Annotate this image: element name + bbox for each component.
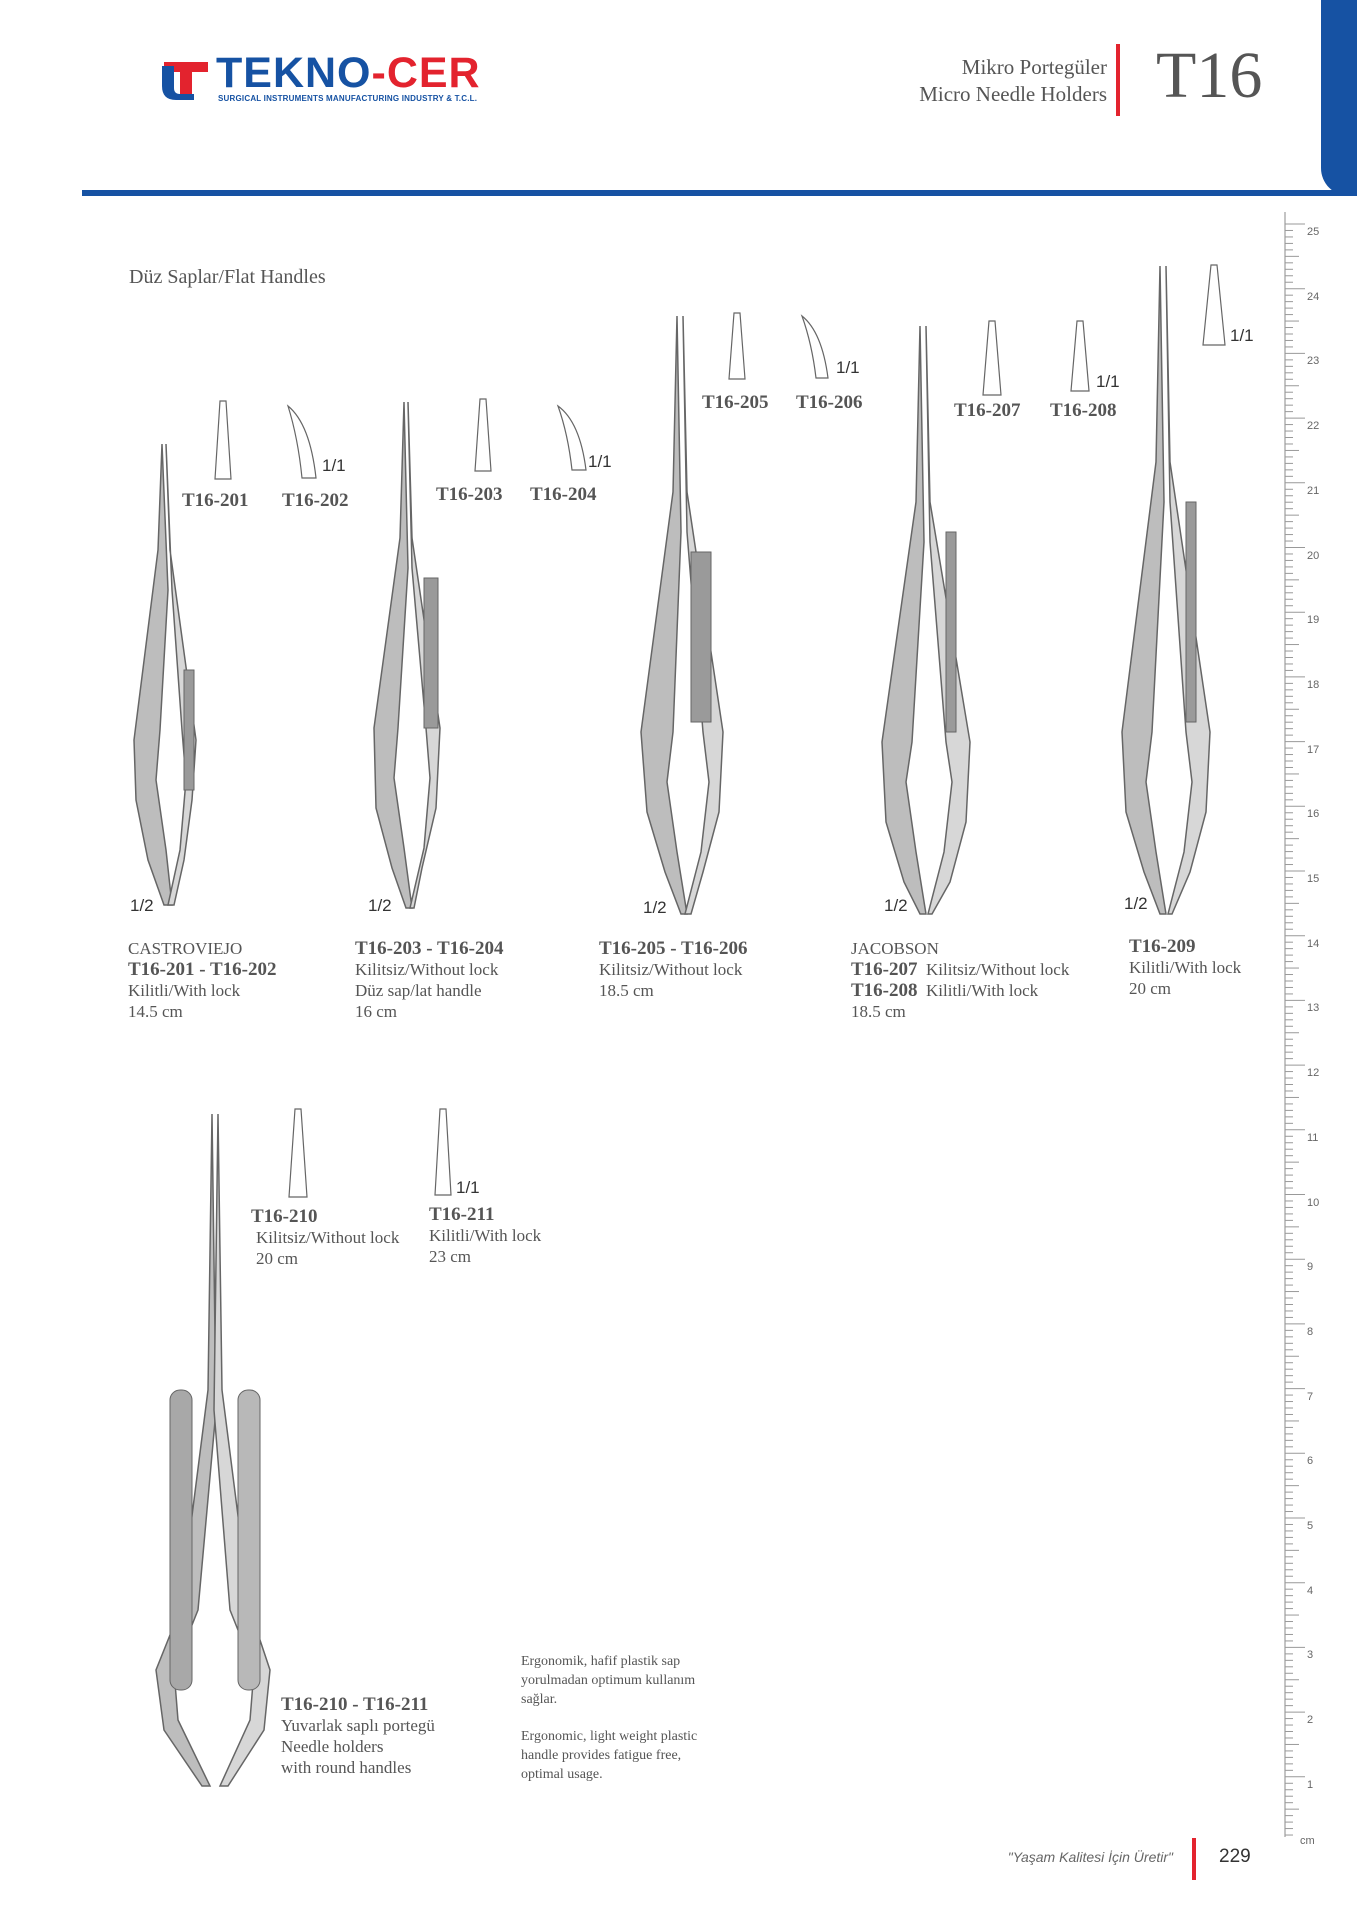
ruler-label: 7: [1307, 1390, 1314, 1403]
ruler-label: 6: [1307, 1455, 1314, 1468]
product-lock: Kilitsiz/Without lock: [599, 960, 743, 979]
needle-holder-t16-203-image: [360, 398, 460, 918]
product-lock: Kilitli/With lock: [128, 981, 241, 1000]
scale-full: 1/1: [836, 358, 860, 377]
product-code: T16-209: [1129, 936, 1196, 957]
scale-full: 1/1: [588, 452, 612, 471]
tip-straight-icon: [474, 398, 492, 472]
tip-curved-icon: [556, 404, 590, 472]
logo-subtitle: SURGICAL INSTRUMENTS MANUFACTURING INDUSTRY & T.C.L.: [218, 94, 478, 103]
scale-full: 1/1: [456, 1178, 480, 1197]
logo-wordmark: TEKNO-CER: [216, 49, 481, 97]
product-length: 18.5 cm: [599, 981, 654, 1000]
product-desc: with round handles: [281, 1758, 412, 1777]
product-lock: Kilitsiz/Without lock: [926, 960, 1070, 979]
scale-full: 1/1: [1230, 326, 1254, 345]
header-title-tr: Mikro Portegüler: [961, 55, 1107, 79]
tip-straight-icon: [288, 1108, 308, 1198]
tip-curved-icon: [800, 314, 832, 380]
ruler-unit: cm: [1300, 1835, 1315, 1847]
header-rule: [82, 190, 1357, 196]
product-code: T16-208: [851, 980, 918, 1001]
ruler-label: 4: [1307, 1584, 1314, 1597]
header-corner-accent: [1321, 0, 1357, 196]
scale-half: 1/2: [884, 896, 908, 915]
product-t16-211: [429, 1204, 541, 1267]
product-name: CASTROVIEJO: [128, 939, 243, 958]
tip-label: T16-203: [436, 484, 503, 505]
needle-holder-castroviejo-image: [120, 440, 220, 920]
footer-divider: [1192, 1838, 1196, 1880]
tip-straight-icon: [1070, 320, 1090, 392]
product-code: T16-211: [429, 1204, 495, 1225]
product-desc: Needle holders: [281, 1737, 384, 1756]
product-length: 20 cm: [1129, 979, 1172, 998]
ruler-label: 18: [1307, 678, 1320, 691]
product-name: JACOBSON: [851, 939, 939, 958]
product-round-handles: [281, 1694, 435, 1778]
tip-label: T16-202: [282, 490, 349, 511]
ergonomic-note: Ergonomik, hafif plastik sap yorulmadan optimum kullanım sağlar. Ergonomic, light weight plastic handle provides fatigue free, optimal usage.: [521, 1654, 698, 1782]
section-title: Düz Saplar/Flat Handles: [129, 266, 326, 288]
product-code: T16-210 - T16-211: [281, 1694, 429, 1715]
product-length: 14.5 cm: [128, 1002, 183, 1021]
tip-label: T16-204: [530, 484, 597, 505]
ruler-label: 13: [1307, 1002, 1320, 1015]
ruler-label: 3: [1307, 1649, 1314, 1662]
ruler-label: 19: [1307, 614, 1320, 627]
product-jacobson: [851, 938, 1069, 1022]
tekno-cer-logo-icon: [160, 58, 212, 102]
scale-full: 1/1: [1096, 372, 1120, 391]
product-t16-205: [599, 938, 747, 1001]
product-code: T16-207: [851, 959, 918, 980]
product-t16-209: [1129, 936, 1241, 999]
product-t16-203: [355, 938, 503, 1022]
scale-full: 1/1: [322, 456, 346, 475]
ruler-label: 9: [1307, 1261, 1314, 1274]
ruler-label: 10: [1307, 1196, 1320, 1209]
header-title: [919, 54, 1107, 108]
ruler-label: 12: [1307, 1067, 1320, 1080]
ruler-label: 15: [1307, 873, 1320, 885]
ruler-label: 24: [1307, 290, 1320, 303]
tip-straight-icon: [434, 1108, 452, 1196]
scale-half: 1/2: [643, 898, 667, 917]
tip-label: T16-201: [182, 490, 249, 511]
ruler-label: 2: [1307, 1714, 1314, 1727]
section-code: T16: [1156, 39, 1263, 112]
tip-label: T16-206: [796, 392, 863, 413]
tip-straight-icon: [1202, 264, 1226, 346]
tip-curved-icon: [286, 404, 320, 480]
product-code: T16-201 - T16-202: [128, 959, 277, 980]
scale-half: 1/2: [368, 896, 392, 915]
cm-ruler: [1283, 212, 1331, 1852]
tip-label: T16-207: [954, 400, 1021, 421]
header-title-en: Micro Needle Holders: [919, 82, 1107, 106]
product-length: 20 cm: [256, 1249, 299, 1268]
tip-straight-icon: [728, 312, 746, 380]
product-lock: Kilitli/With lock: [429, 1226, 542, 1245]
header-divider: [1116, 44, 1120, 116]
product-handle: Düz sap/lat handle: [355, 981, 482, 1000]
product-code: T16-210: [251, 1206, 318, 1227]
product-lock: Kilitsiz/Without lock: [355, 960, 499, 979]
tip-straight-icon: [982, 320, 1002, 396]
page-number: 229: [1219, 1846, 1251, 1867]
footer-slogan: "Yaşam Kalitesi İçin Üretir": [1007, 1849, 1173, 1865]
ruler-label: 5: [1307, 1520, 1314, 1532]
product-length: 18.5 cm: [851, 1002, 906, 1021]
tip-straight-icon: [214, 400, 232, 480]
product-desc: Yuvarlak saplı portegü: [281, 1716, 435, 1735]
product-length: 16 cm: [355, 1002, 398, 1021]
scale-half: 1/2: [1124, 894, 1148, 913]
ruler-label: 22: [1307, 420, 1320, 433]
product-code: T16-203 - T16-204: [355, 938, 504, 959]
ruler-label: 25: [1307, 226, 1320, 238]
ruler-label: 11: [1307, 1131, 1319, 1144]
scale-half: 1/2: [130, 896, 154, 915]
ruler-label: 16: [1307, 808, 1320, 821]
product-lock: Kilitli/With lock: [926, 981, 1039, 1000]
ruler-label: 14: [1307, 937, 1320, 950]
product-t16-210: [251, 1206, 399, 1269]
ruler-label: 17: [1307, 743, 1320, 756]
product-length: 23 cm: [429, 1247, 472, 1266]
needle-holder-t16-209-image: [1110, 262, 1230, 922]
ruler-label: 23: [1307, 355, 1320, 368]
product-lock: Kilitsiz/Without lock: [256, 1228, 400, 1247]
tip-label: T16-205: [702, 392, 769, 413]
ruler-label: 1: [1307, 1778, 1314, 1791]
ruler-label: 20: [1307, 549, 1320, 562]
product-lock: Kilitli/With lock: [1129, 958, 1242, 977]
ruler-label: 21: [1307, 484, 1320, 497]
ruler-label: 8: [1307, 1325, 1314, 1338]
tip-label: T16-208: [1050, 400, 1117, 421]
product-castroviejo: [128, 938, 276, 1022]
product-code: T16-205 - T16-206: [599, 938, 748, 959]
